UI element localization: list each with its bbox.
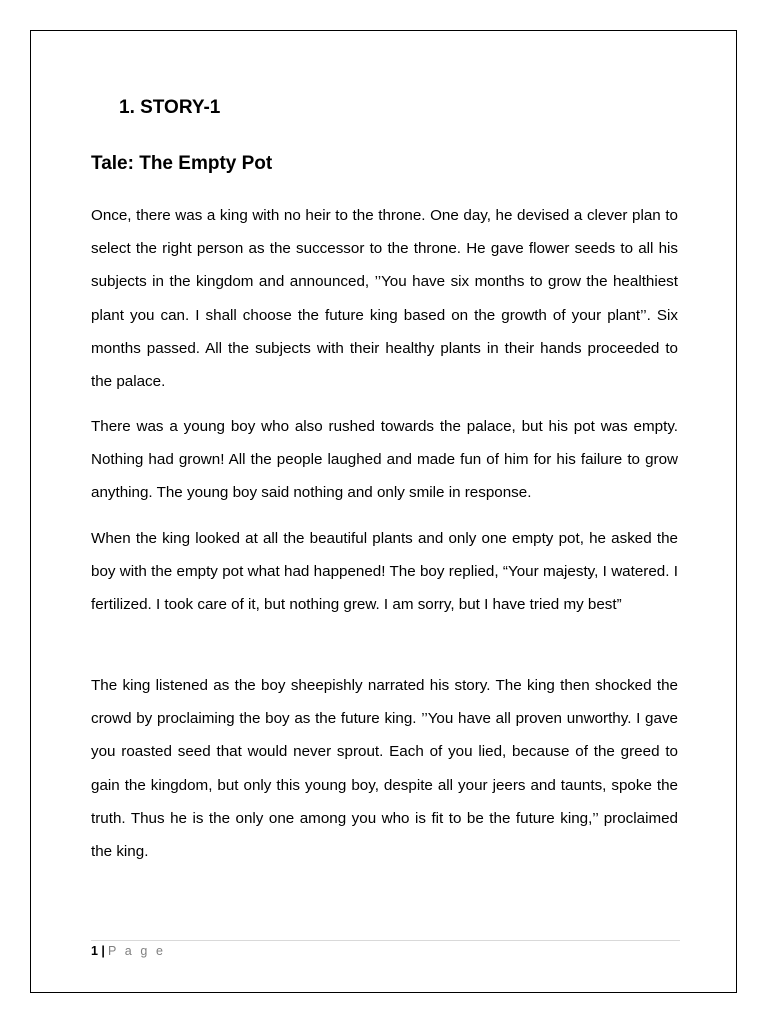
story-paragraph-4: The king listened as the boy sheepishly narrated his story. The king then shocked the crowd by proclaiming the boy as the future king. ’’You have all proven unworthy. I gave you roasted seed that would never sprout. Each of you lied, because of the greed to gain the kingdom, but only this young boy, despite all your jeers and taunts, spoke the truth. Thus he is the only one among you who is fit to be the future king,’’ proclaimed the king. [91, 677, 678, 861]
story-paragraph-2: There was a young boy who also rushed towards the palace, but his pot was empty. Nothing had grown! All the people laughed and made fun of him for his failure to grow anything. The young boy said nothing and only smile in response. [91, 418, 678, 502]
page-number: 1 | [91, 944, 105, 958]
story-heading: 1. STORY-1 [119, 97, 221, 118]
story-paragraph-3: When the king looked at all the beautiful plants and only one empty pot, he asked the boy with the empty pot what had happened! The boy replied, “Your majesty, I watered. I fertilized. I took care of it, but nothing grew. I am sorry, but I have tried my best” [91, 530, 678, 614]
page-footer [91, 943, 166, 959]
footer-divider [91, 940, 680, 941]
page-label: P a g e [107, 944, 166, 958]
story-paragraph-1: Once, there was a king with no heir to the throne. One day, he devised a clever plan to select the right person as the successor to the throne. He gave flower seeds to all his subjects in the kingdom and announced, ’’You have six months to grow the healthiest plant you can. I shall choose the future king based on the growth of your plant’’. Six months passed. All the subjects with their healthy plants in their hands proceeded to the palace. [91, 207, 678, 391]
tale-title: Tale: The Empty Pot [91, 153, 273, 174]
